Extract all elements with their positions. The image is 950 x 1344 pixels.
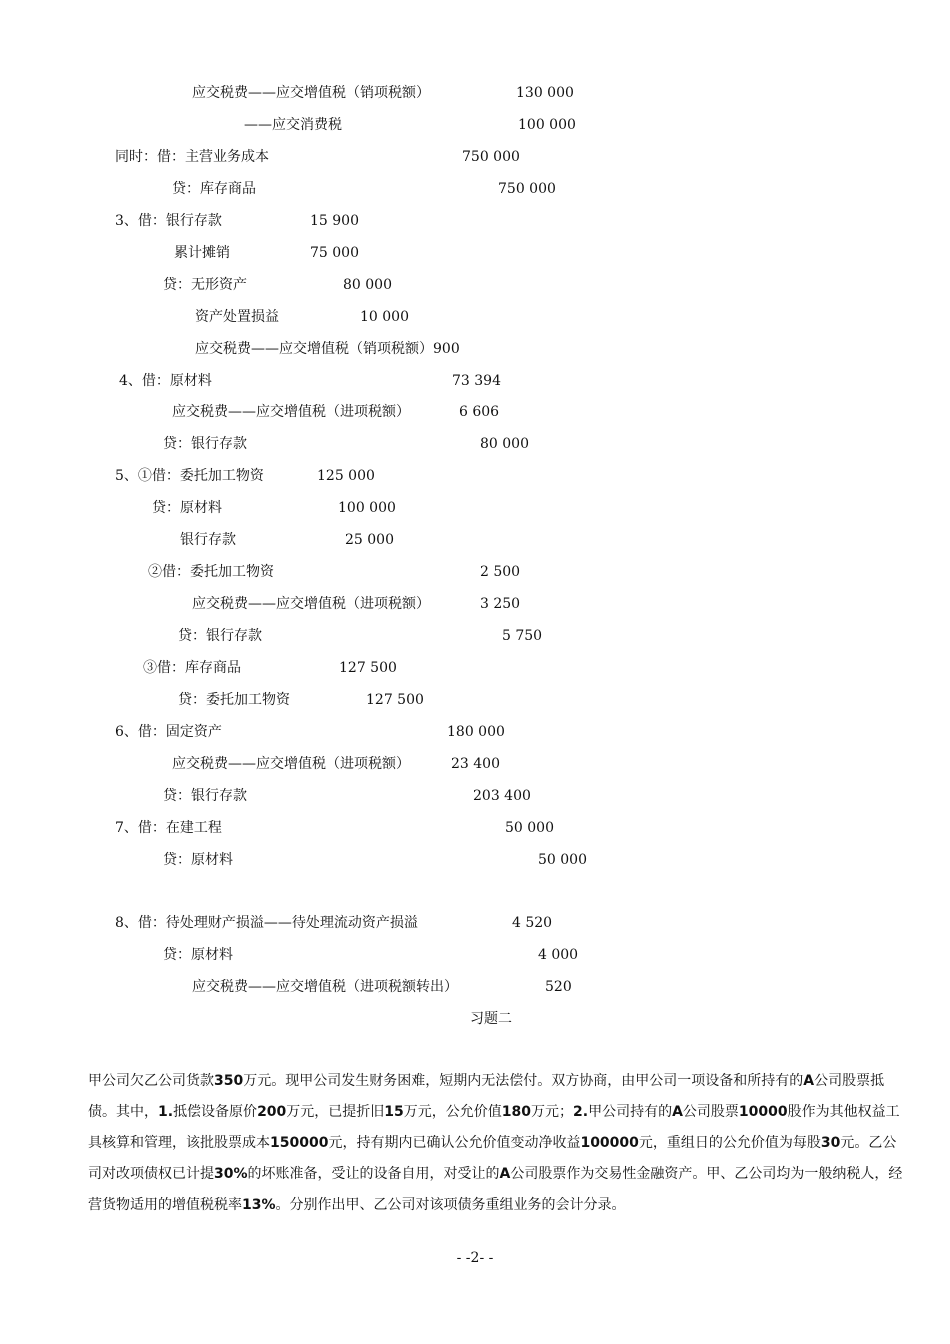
entry-20-text: 6、借：固定资产 <box>115 724 222 740</box>
entry-7-amount: 10 000 <box>360 309 409 325</box>
entry-6-amount: 80 000 <box>343 277 392 293</box>
entry-1-text: ——应交消费税 <box>244 117 342 133</box>
entry-19-text: 贷：委托加工物资 <box>178 692 290 708</box>
entry-13-text: 贷：原材料 <box>152 500 222 516</box>
entry-4-text: 3、借：银行存款 <box>115 213 222 229</box>
entry-12-amount: 125 000 <box>317 468 375 484</box>
entry-18-amount: 127 500 <box>339 660 397 676</box>
entry-2-text: 同时：借：主营业务成本 <box>115 149 269 165</box>
entry-2-amount: 750 000 <box>462 149 520 165</box>
entry-27-amount: 520 <box>545 979 572 995</box>
entry-18-text: ③借：库存商品 <box>143 660 241 676</box>
entry-10-amount: 6 606 <box>459 404 500 420</box>
entry-13-amount: 100 000 <box>338 500 396 516</box>
entry-21-text: 应交税费——应交增值税（进项税额） <box>172 756 410 772</box>
entry-17-text: 贷：银行存款 <box>178 628 262 644</box>
entry-0-text: 应交税费——应交增值税（销项税额） <box>192 85 430 101</box>
entry-1-amount: 100 000 <box>518 117 576 133</box>
entry-16-text: 应交税费——应交增值税（进项税额） <box>192 596 430 612</box>
entry-23-text: 7、借：在建工程 <box>115 820 222 836</box>
entry-20-amount: 180 000 <box>447 724 505 740</box>
entry-24-amount: 50 000 <box>538 852 587 868</box>
entry-3-amount: 750 000 <box>498 181 556 197</box>
entry-23-amount: 50 000 <box>505 820 554 836</box>
entry-0-amount: 130 000 <box>516 85 574 101</box>
entry-5-amount: 75 000 <box>310 245 359 261</box>
entry-9-amount: 73 394 <box>452 373 501 389</box>
entry-22-amount: 203 400 <box>473 788 531 804</box>
entry-15-amount: 2 500 <box>480 564 521 580</box>
entry-27-text: 应交税费——应交增值税（进项税额转出） <box>192 979 458 995</box>
entry-11-amount: 80 000 <box>480 436 529 452</box>
entry-6-text: 贷：无形资产 <box>163 277 247 293</box>
entry-9-text: 4、借：原材料 <box>119 373 212 389</box>
entry-22-text: 贷：银行存款 <box>163 788 247 804</box>
entry-17-amount: 5 750 <box>502 628 543 644</box>
entry-11-text: 贷：银行存款 <box>163 436 247 452</box>
entry-7-text: 资产处置损益 <box>195 309 279 325</box>
entry-24-text: 贷：原材料 <box>163 852 233 868</box>
entry-5-text: 累计摊销 <box>174 245 230 261</box>
entry-3-text: 贷：库存商品 <box>172 181 256 197</box>
entry-14-text: 银行存款 <box>180 532 236 548</box>
entry-26-text: 贷：原材料 <box>163 947 233 963</box>
problem-paragraph: 甲公司欠乙公司货款350万元。现甲公司发生财务困难，短期内无法偿付。双方协商，由甲公司一项设备和所持有的A公司股票抵债。其中，1.抵偿设备原价200万元，已提折旧15万元，公允价值180万元；2.甲公司持有的A公司股票10000股作为其他权益工具核算和管理，该批股票成本150000元，持有期内已确认公允价值变动净收益100000元，重组日的公允价值为每股30元。乙公司对改项债权已计提30%的坏账准备，受让的设备自用，对受让的A公司股票作为交易性金融资产。甲、乙公司均为一般纳税人，经营货物适用的增值税税率13%。分别作出甲、乙公司对该项债务重组业务的会计分录。 <box>88 1073 903 1213</box>
entry-16-amount: 3 250 <box>480 596 521 612</box>
entry-25-text: 8、借：待处理财产损溢——待处理流动资产损溢 <box>115 915 418 931</box>
entry-14-amount: 25 000 <box>345 532 394 548</box>
entry-25-amount: 4 520 <box>512 915 553 931</box>
entry-10-text: 应交税费——应交增值税（进项税额） <box>172 404 410 420</box>
entry-26-amount: 4 000 <box>538 947 579 963</box>
section-title: 习题二 <box>470 1011 512 1027</box>
page-number: - -2- - <box>456 1250 494 1266</box>
entry-8-text: 应交税费——应交增值税（销项税额）900 <box>195 341 460 357</box>
entry-21-amount: 23 400 <box>451 756 500 772</box>
entry-19-amount: 127 500 <box>366 692 424 708</box>
entry-15-text: ②借：委托加工物资 <box>148 564 274 580</box>
entry-4-amount: 15 900 <box>310 213 359 229</box>
entry-12-text: 5、①借：委托加工物资 <box>115 468 264 484</box>
